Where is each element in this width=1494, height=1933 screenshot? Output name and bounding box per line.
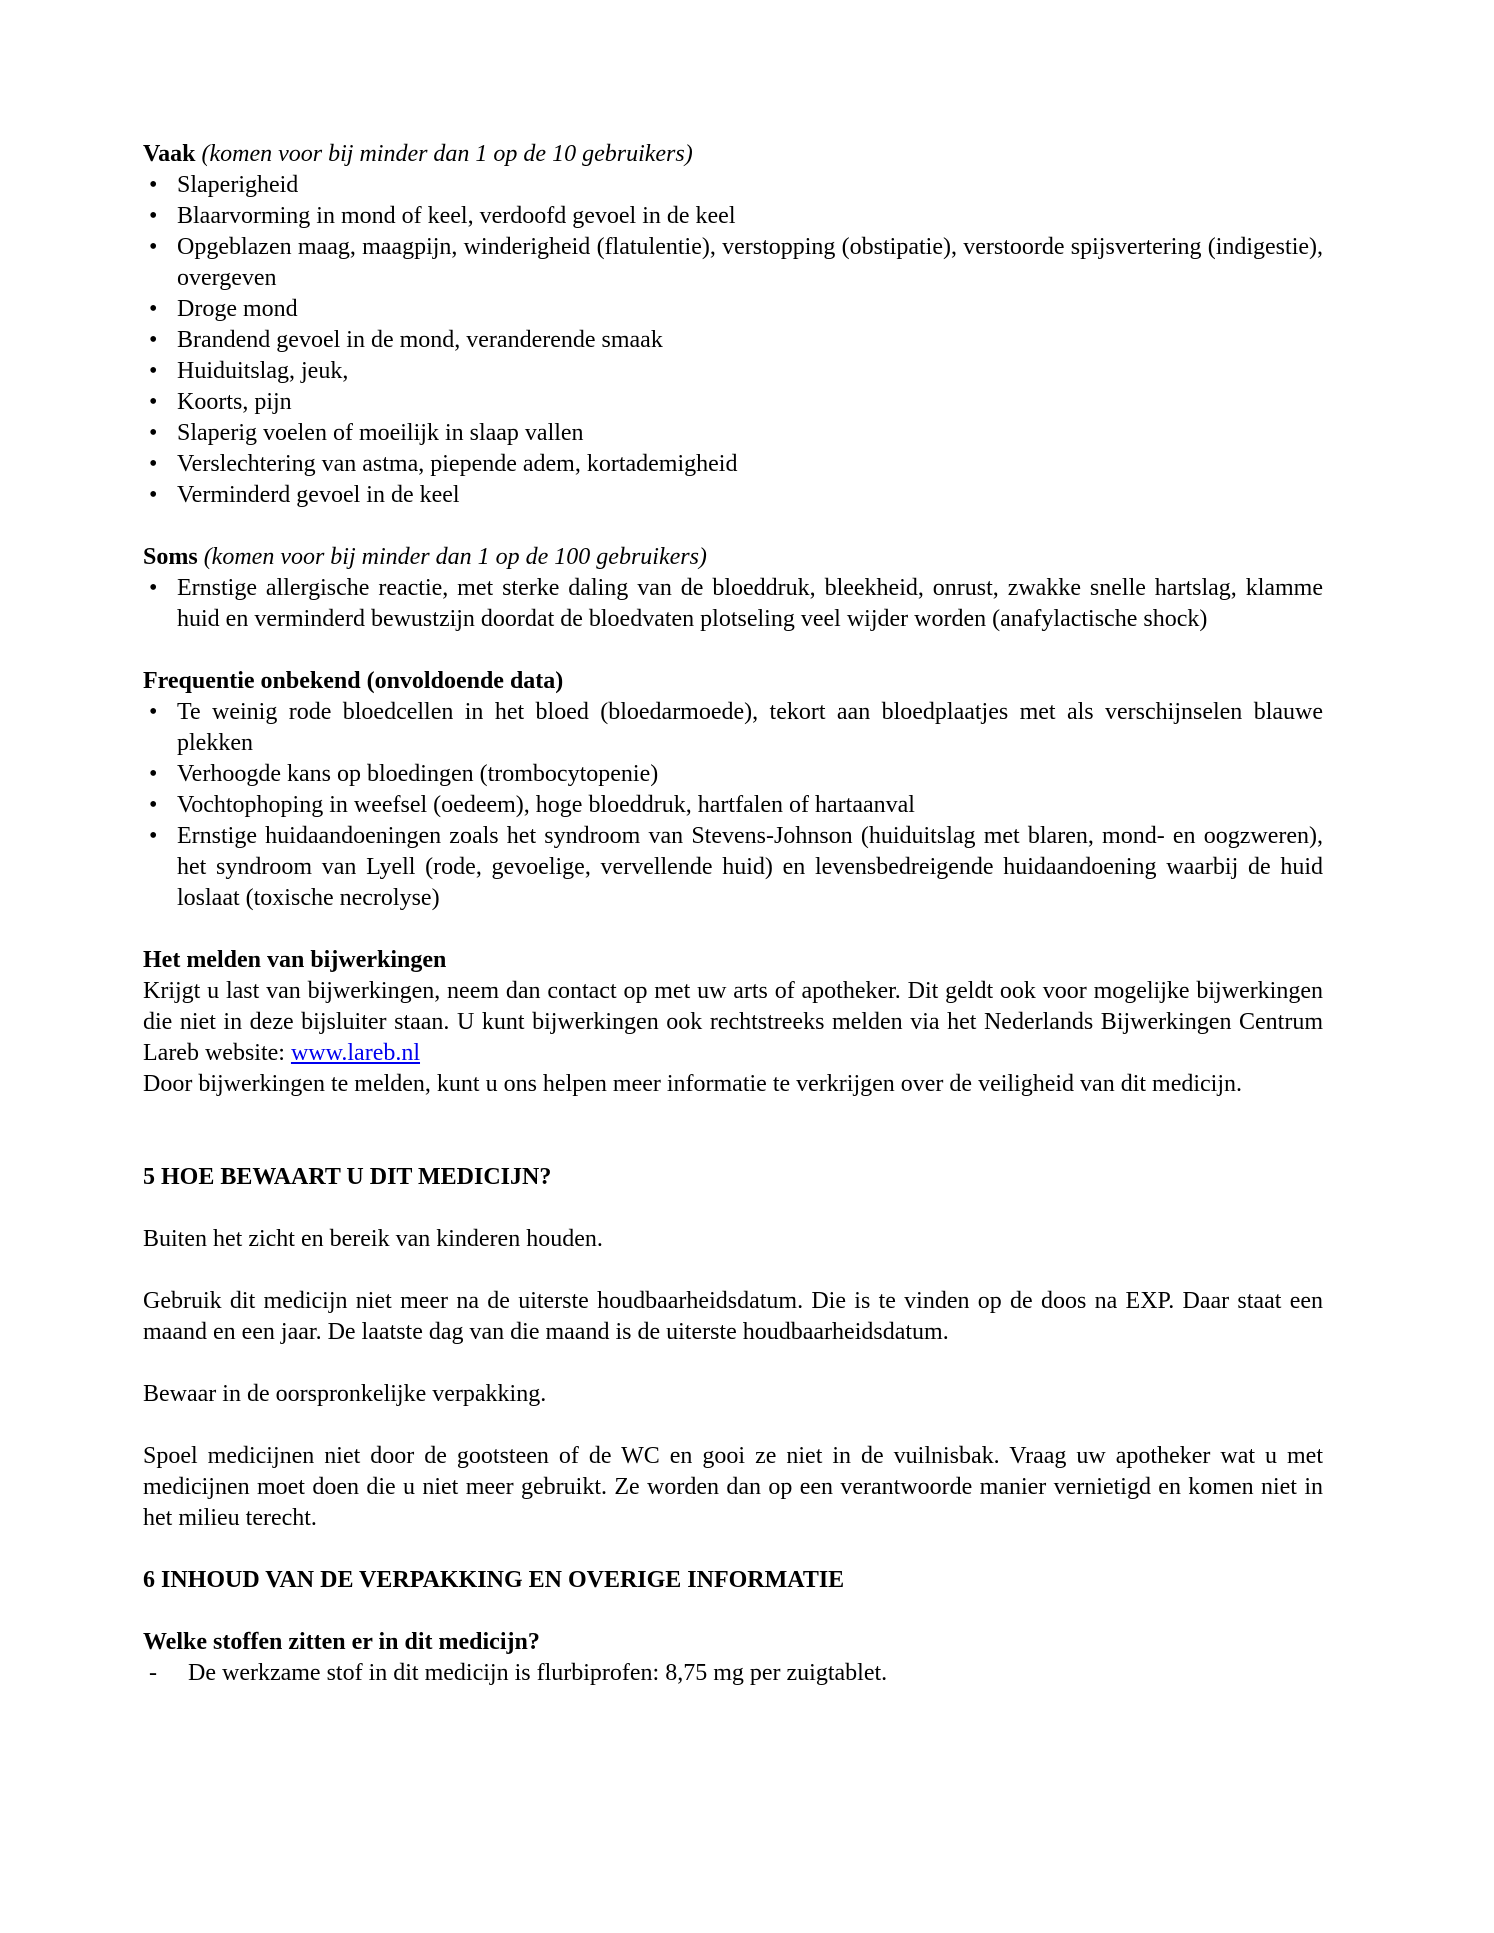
bullet-marker: • (149, 203, 158, 229)
frequency-label-soms: Soms (143, 544, 198, 570)
vaak-side-effects-list (143, 170, 1323, 511)
list-item-text: Droge mond (177, 296, 298, 322)
list-item (143, 573, 1323, 635)
frequency-heading-soms (143, 542, 1323, 573)
list-item (143, 294, 1323, 325)
bullet-marker: • (149, 358, 158, 384)
melden-paragraph (143, 976, 1323, 1069)
list-item-text: Ernstige huidaandoeningen zoals het syndroom van Stevens-Johnson (huiduitslag met blaren, mond- en oogzweren), het syndroom van Lyell (rode, gevoelige, vervellende huid) en levensbedreigende huidaandoening waarbij de huid loslaat (toxische necrolyse) (177, 823, 1323, 911)
list-item (143, 325, 1323, 356)
list-item-text: Vochtophoping in weefsel (oedeem), hoge bloeddruk, hartfalen of hartaanval (177, 792, 915, 818)
list-item (143, 387, 1323, 418)
onbekend-side-effects-list (143, 697, 1323, 914)
bullet-marker: • (149, 792, 158, 818)
list-item-text: Brandend gevoel in de mond, veranderende smaak (177, 327, 663, 353)
list-item (143, 201, 1323, 232)
list-item-text: Koorts, pijn (177, 389, 292, 415)
list-item-text: Opgeblazen maag, maagpijn, winderigheid (flatulentie), verstopping (obstipatie), verstoorde spijsvertering (indigestie), overgeven (177, 234, 1323, 291)
list-item (143, 356, 1323, 387)
soms-side-effects-list (143, 573, 1323, 635)
frequency-heading-onbekend: Frequentie onbekend (onvoldoende data) (143, 668, 564, 694)
list-item (143, 790, 1323, 821)
list-item-text: Blaarvorming in mond of keel, verdoofd gevoel in de keel (177, 203, 736, 229)
dash-marker: - (149, 1660, 157, 1686)
bullet-marker: • (149, 575, 158, 601)
list-item (143, 449, 1323, 480)
bullet-marker: • (149, 327, 158, 353)
lareb-link[interactable]: www.lareb.nl (290, 1040, 421, 1066)
bullet-marker: • (149, 420, 158, 446)
list-item-text: Slaperigheid (177, 172, 299, 198)
list-item-text: Verminderd gevoel in de keel (177, 482, 460, 508)
bullet-marker: • (149, 482, 158, 508)
bullet-marker: • (149, 451, 158, 477)
bullet-marker: • (149, 699, 158, 725)
list-item-text: Huiduitslag, jeuk, (177, 358, 349, 384)
bullet-marker: • (149, 823, 158, 849)
bullet-marker: • (149, 761, 158, 787)
frequency-qualifier-soms: (komen voor bij minder dan 1 op de 100 gebruikers) (203, 544, 707, 570)
bullet-marker: • (149, 234, 158, 260)
list-item (143, 480, 1323, 511)
melden-paragraph-2: Door bijwerkingen te melden, kunt u ons helpen meer informatie te verkrijgen over de veiligheid van dit medicijn. (143, 1071, 1243, 1097)
list-item (143, 232, 1323, 294)
bullet-marker: • (149, 172, 158, 198)
ingredients-list (143, 1658, 1323, 1689)
leaflet-content (143, 139, 1323, 1689)
list-item (143, 697, 1323, 759)
section6-heading: 6 INHOUD VAN DE VERPAKKING EN OVERIGE INFORMATIE (143, 1567, 845, 1593)
list-item-text: Verhoogde kans op bloedingen (trombocytopenie) (177, 761, 659, 787)
list-item (143, 759, 1323, 790)
frequency-label-vaak: Vaak (143, 141, 196, 167)
bullet-marker: • (149, 296, 158, 322)
storage-paragraph-3: Bewaar in de oorspronkelijke verpakking. (143, 1381, 547, 1407)
storage-paragraph-4: Spoel medicijnen niet door de gootsteen of de WC en gooi ze niet in de vuilnisbak. Vraag uw apotheker wat u met medicijnen moet doen die u niet meer gebruikt. Ze worden dan op een verantwoorde manier vernietigd en komen niet in het milieu terecht. (143, 1443, 1323, 1531)
list-item (143, 821, 1323, 914)
list-item-text: Ernstige allergische reactie, met sterke daling van de bloeddruk, bleekheid, onrust, zwakke snelle hartslag, klamme huid en verminderd bewustzijn doordat de bloedvaten plotseling veel wijder worden (anafylactische shock) (177, 575, 1323, 632)
list-item (143, 170, 1323, 201)
list-item-text: De werkzame stof in dit medicijn is flurbiprofen: 8,75 mg per zuigtablet. (188, 1660, 888, 1686)
list-item (143, 1658, 1323, 1689)
storage-paragraph-1: Buiten het zicht en bereik van kinderen houden. (143, 1226, 603, 1252)
list-item (143, 418, 1323, 449)
bullet-marker: • (149, 389, 158, 415)
list-item-text: Slaperig voelen of moeilijk in slaap vallen (177, 420, 584, 446)
frequency-qualifier-vaak: (komen voor bij minder dan 1 op de 10 gebruikers) (201, 141, 693, 167)
melden-heading: Het melden van bijwerkingen (143, 947, 447, 973)
melden-paragraph-text: Krijgt u last van bijwerkingen, neem dan contact op met uw arts of apotheker. Dit geldt ook voor mogelijke bijwerkingen die niet in deze bijsluiter staan. U kunt bijwerkingen ook rechtstreeks melden via het Nederlands Bijwerkingen Centrum Lareb website: (143, 978, 1323, 1066)
list-item-text: Verslechtering van astma, piepende adem, kortademigheid (177, 451, 738, 477)
ingredients-heading: Welke stoffen zitten er in dit medicijn? (143, 1629, 540, 1655)
storage-paragraph-2: Gebruik dit medicijn niet meer na de uiterste houdbaarheidsdatum. Die is te vinden op de doos na EXP. Daar staat een maand en een jaar. De laatste dag van die maand is de uiterste houdbaarheidsdatum. (143, 1288, 1323, 1345)
section5-heading: 5 HOE BEWAART U DIT MEDICIJN? (143, 1164, 552, 1190)
frequency-heading-vaak (143, 139, 1323, 170)
list-item-text: Te weinig rode bloedcellen in het bloed (bloedarmoede), tekort aan bloedplaatjes met als verschijnselen blauwe plekken (177, 699, 1323, 756)
